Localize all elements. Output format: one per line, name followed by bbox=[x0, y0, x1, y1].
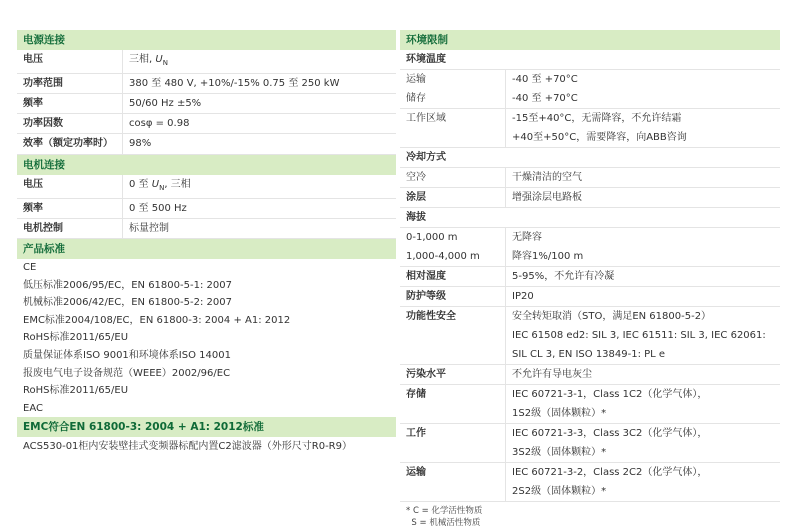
right-column bbox=[400, 30, 780, 529]
spec-label: 涂层 bbox=[400, 188, 506, 207]
operating-temp-line-1: -15至+40°C，无需降容，不允许结霜 bbox=[512, 113, 682, 124]
spec-label: 功率范围 bbox=[17, 74, 123, 93]
spec-value bbox=[506, 109, 780, 147]
altitude-row-2 bbox=[400, 247, 780, 267]
spec-label: 电机控制 bbox=[17, 219, 123, 238]
spec-value: IP20 bbox=[512, 291, 534, 302]
spec-label: 工作区域 bbox=[400, 109, 506, 147]
spec-value bbox=[506, 463, 780, 501]
footnote: * C = 化学活性物质 bbox=[406, 506, 483, 516]
power-connection-header: 电源连接 bbox=[17, 30, 396, 50]
spec-label: 效率（额定功率时） bbox=[17, 134, 123, 154]
spec-label: 频率 bbox=[17, 199, 123, 218]
spec-value: 标量控制 bbox=[129, 223, 169, 234]
spec-label: 空冷 bbox=[400, 168, 506, 187]
spec-label: 污染水平 bbox=[400, 365, 506, 384]
power-frequency-row bbox=[17, 94, 396, 114]
humidity-row bbox=[400, 267, 780, 287]
spec-label: 相对湿度 bbox=[400, 267, 506, 286]
spec-label: 存储 bbox=[400, 385, 506, 423]
emc-note: ACS530-01柜内安装壁挂式变频器标配内置C2滤波器（外形尺寸R0-R9） bbox=[23, 441, 352, 453]
safety-line: 安全转矩取消（STO，满足EN 61800-5-2） bbox=[512, 311, 712, 322]
transport-temp-row bbox=[400, 70, 780, 89]
safety-line: SIL CL 3, EN ISO 13849-1: PL e bbox=[512, 349, 666, 360]
class-line: IEC 60721-3-1，Class 1C2（化学气体）， bbox=[512, 389, 708, 400]
standards-list bbox=[17, 259, 396, 417]
spec-value: 0 至 500 Hz bbox=[129, 203, 187, 214]
footnotes bbox=[400, 502, 780, 529]
spec-value: cosφ = 0.98 bbox=[129, 118, 190, 129]
spec-label: 工作 bbox=[400, 424, 506, 462]
standard-item: CE bbox=[23, 262, 37, 273]
spec-value bbox=[506, 307, 780, 364]
storage-class-row bbox=[400, 385, 780, 424]
transport-class-row bbox=[400, 463, 780, 502]
spec-value: 不允许有导电灰尘 bbox=[512, 369, 592, 380]
air-cooling-row bbox=[400, 168, 780, 188]
cooling-title: 冷却方式 bbox=[400, 148, 780, 168]
altitude-row-1 bbox=[400, 228, 780, 247]
spec-value: 0 至 $U_N$, 三相 bbox=[129, 179, 191, 192]
left-column bbox=[17, 30, 396, 457]
spec-value: 无降容 bbox=[512, 232, 542, 243]
standard-item: 质量保证体系ISO 9001和环境体系ISO 14001 bbox=[23, 349, 231, 361]
spec-label: 电压 bbox=[17, 50, 123, 73]
environment-limits-header: 环境限制 bbox=[400, 30, 780, 50]
spec-value: 50/60 Hz ±5% bbox=[129, 98, 202, 109]
functional-safety-row bbox=[400, 307, 780, 365]
spec-value: 380 至 480 V, +10%/-15% 0.75 至 250 kW bbox=[129, 78, 340, 89]
spec-label: 运输 bbox=[400, 463, 506, 501]
standard-item: RoHS标准2011/65/EU bbox=[23, 332, 129, 344]
product-standards-header: 产品标准 bbox=[17, 239, 396, 259]
efficiency-row bbox=[17, 134, 396, 155]
spec-value bbox=[506, 424, 780, 462]
footnote: S = 机械活性物质 bbox=[406, 518, 481, 528]
spec-value bbox=[506, 385, 780, 423]
storage-temp-row bbox=[400, 89, 780, 109]
spec-label: 功能性安全 bbox=[400, 307, 506, 364]
motor-control-row bbox=[17, 219, 396, 239]
power-factor-row bbox=[17, 114, 396, 134]
spec-label: 运输 bbox=[400, 70, 506, 89]
pollution-row bbox=[400, 365, 780, 385]
standard-item: RoHS标准2011/65/EU bbox=[23, 385, 129, 397]
class-line: IEC 60721-3-3，Class 3C2（化学气体）， bbox=[512, 428, 708, 439]
spec-label: 0-1,000 m bbox=[400, 228, 506, 247]
class-line: IEC 60721-3-2，Class 2C2（化学气体）， bbox=[512, 467, 708, 478]
standard-item: 低压标准2006/95/EC，EN 61800-5-1: 2007 bbox=[23, 279, 232, 291]
coating-row bbox=[400, 188, 780, 208]
spec-value: 98% bbox=[129, 138, 152, 149]
spec-value: -40 至 +70°C bbox=[512, 74, 578, 85]
motor-connection-header: 电机连接 bbox=[17, 155, 396, 175]
power-range-row bbox=[17, 74, 396, 94]
spec-label: 1,000-4,000 m bbox=[400, 247, 506, 266]
ambient-temperature-title: 环境温度 bbox=[400, 50, 780, 70]
operating-temp-line-2: +40至+50°C，需要降容，向ABB咨询 bbox=[512, 132, 687, 143]
spec-label: 功率因数 bbox=[17, 114, 123, 133]
spec-value: -40 至 +70°C bbox=[512, 93, 578, 104]
spec-value: 干燥清洁的空气 bbox=[512, 172, 582, 183]
class-line: 3S2级（固体颗粒）* bbox=[512, 447, 607, 458]
class-line: 1S2级（固体颗粒）* bbox=[512, 408, 607, 419]
standard-item: EMC标准2004/108/EC，EN 61800-3: 2004 + A1: 2012 bbox=[23, 314, 291, 326]
spec-label: 频率 bbox=[17, 94, 123, 113]
emc-header: EMC符合EN 61800-3: 2004 + A1: 2012标准 bbox=[17, 417, 396, 437]
protection-class-row bbox=[400, 287, 780, 307]
spec-value: 增强涂层电路板 bbox=[512, 192, 582, 203]
power-voltage-row bbox=[17, 50, 396, 74]
motor-frequency-row bbox=[17, 199, 396, 219]
spec-label: 电压 bbox=[17, 175, 123, 198]
operating-temp-row bbox=[400, 109, 780, 148]
spec-label: 防护等级 bbox=[400, 287, 506, 306]
standard-item: EAC bbox=[23, 402, 43, 414]
safety-line: IEC 61508 ed2: SIL 3, IEC 61511: SIL 3, IEC 62061: bbox=[512, 330, 766, 341]
altitude-title: 海拔 bbox=[400, 208, 780, 228]
class-line: 2S2级（固体颗粒）* bbox=[512, 486, 607, 497]
spec-label: 储存 bbox=[400, 89, 506, 108]
spec-value: 降容1%/100 m bbox=[512, 251, 584, 262]
operation-class-row bbox=[400, 424, 780, 463]
spec-value: 三相, $U_N$ bbox=[129, 54, 168, 67]
motor-voltage-row bbox=[17, 175, 396, 199]
spec-value: 5-95%，不允许有冷凝 bbox=[512, 271, 615, 282]
standard-item: 机械标准2006/42/EC，EN 61800-5-2: 2007 bbox=[23, 297, 232, 309]
standard-item: 报废电气电子设备规范（WEEE）2002/96/EC bbox=[23, 367, 231, 379]
